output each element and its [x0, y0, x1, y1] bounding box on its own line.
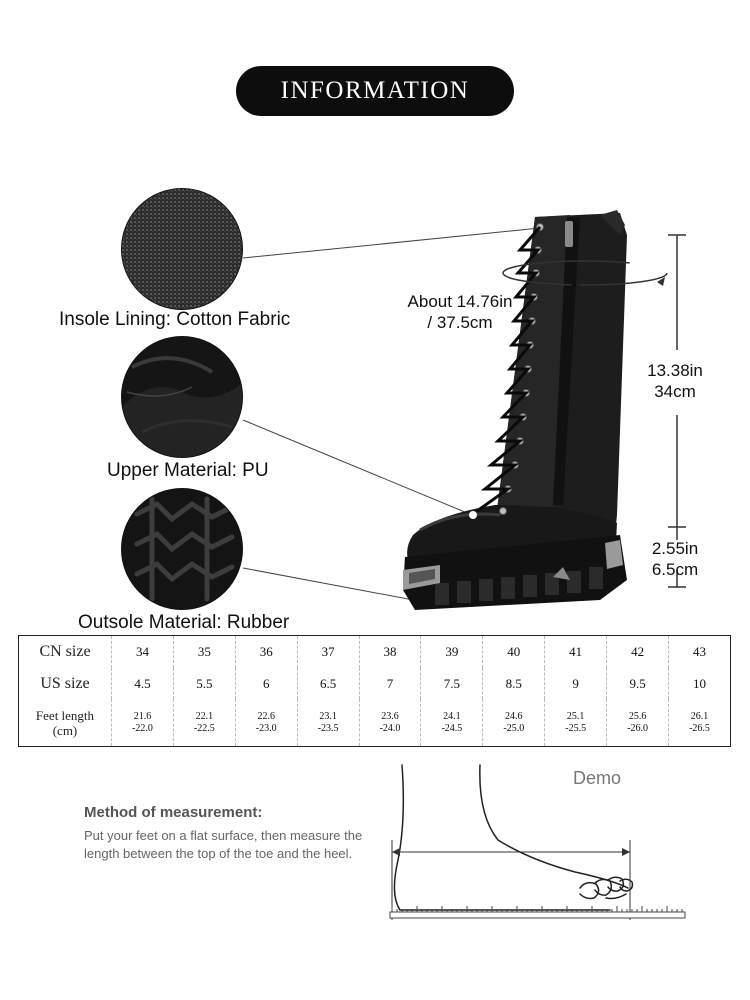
feet-length-min: 22.1 [195, 710, 214, 722]
platform-height-line1: 2.55in [651, 539, 699, 558]
cn-size-header: CN size [39, 642, 91, 660]
feet-length-min: 24.6 [505, 710, 523, 722]
upper-material-label: Upper Material: PU [107, 460, 269, 481]
demo-label: Demo [573, 768, 622, 788]
us-size-cell: 6 [235, 668, 297, 700]
feet-length-header-line1: Feet length [35, 707, 95, 723]
feet-length-cell [112, 699, 174, 746]
shaft-height-line1: 13.38in [647, 361, 703, 380]
circumference-ring [500, 255, 670, 295]
feet-length-max: -25.5 [565, 722, 587, 734]
cn-size-cell: 39 [421, 636, 483, 668]
shaft-height-line2: 34cm [654, 382, 696, 401]
us-size-cell: 6.5 [297, 668, 359, 700]
feet-length-max: -26.5 [689, 722, 710, 734]
feet-length-max: -26.0 [627, 722, 648, 734]
feet-length-max: -23.5 [317, 722, 339, 734]
cn-size-cell: 34 [112, 636, 174, 668]
cn-size-cell: 35 [173, 636, 235, 668]
cn-size-cell: 36 [235, 636, 297, 668]
cn-size-cell: 42 [607, 636, 669, 668]
feet-length-cell [669, 699, 731, 746]
cn-size-cell: 37 [297, 636, 359, 668]
us-size-row [19, 668, 731, 700]
feet-length-row [19, 699, 731, 746]
feet-length-cell [607, 699, 669, 746]
platform-height-line2: 6.5cm [651, 560, 699, 579]
feet-length-min: 25.1 [566, 710, 585, 722]
us-size-header: US size [40, 674, 90, 692]
feet-length-max: -22.0 [132, 722, 153, 734]
feet-length-max: -25.0 [503, 722, 525, 734]
feet-length-min: 25.6 [628, 710, 647, 722]
feet-length-max: -23.0 [255, 722, 277, 734]
feet-length-max: -24.5 [441, 722, 463, 734]
feet-length-cell [173, 699, 235, 746]
us-size-cell: 4.5 [112, 668, 174, 700]
us-size-cell: 5.5 [173, 668, 235, 700]
size-chart-table [18, 635, 731, 747]
feet-length-cell [421, 699, 483, 746]
cn-size-cell: 41 [545, 636, 607, 668]
feet-length-header-line2: (cm) [52, 722, 78, 738]
feet-length-min: 22.6 [257, 710, 275, 722]
insole-label: Insole Lining: Cotton Fabric [59, 309, 291, 330]
circumference-line1: About 14.76in [407, 292, 513, 311]
feet-length-min: 26.1 [690, 710, 709, 722]
feet-length-cell [359, 699, 421, 746]
page-title: INFORMATION [236, 66, 514, 116]
cn-size-cell: 43 [669, 636, 731, 668]
method-body: Put your feet on a flat surface, then measure the length between the top of the toe and the heel. [84, 828, 363, 861]
foot-measurement-illustration [380, 760, 690, 930]
feet-length-cell [483, 699, 545, 746]
us-size-cell: 8.5 [483, 668, 545, 700]
cn-size-cell: 38 [359, 636, 421, 668]
cn-size-cell: 40 [483, 636, 545, 668]
feet-length-cell [545, 699, 607, 746]
feet-length-cell [235, 699, 297, 746]
feet-length-max: -22.5 [193, 722, 215, 734]
circumference-line2: / 37.5cm [427, 313, 493, 332]
feet-length-cell [297, 699, 359, 746]
outsole-material-label: Outsole Material: Rubber [78, 612, 290, 633]
us-size-cell: 7 [359, 668, 421, 700]
us-size-cell: 10 [669, 668, 731, 700]
us-size-cell: 7.5 [421, 668, 483, 700]
feet-length-min: 23.1 [319, 710, 337, 722]
feet-length-min: 23.6 [381, 710, 399, 722]
us-size-cell: 9.5 [607, 668, 669, 700]
us-size-cell: 9 [545, 668, 607, 700]
feet-length-max: -24.0 [379, 722, 401, 734]
cn-size-row [19, 636, 731, 668]
feet-length-min: 21.6 [133, 710, 152, 722]
method-title: Method of measurement: [84, 804, 263, 821]
feet-length-header [19, 699, 112, 746]
feet-length-min: 24.1 [443, 710, 461, 722]
